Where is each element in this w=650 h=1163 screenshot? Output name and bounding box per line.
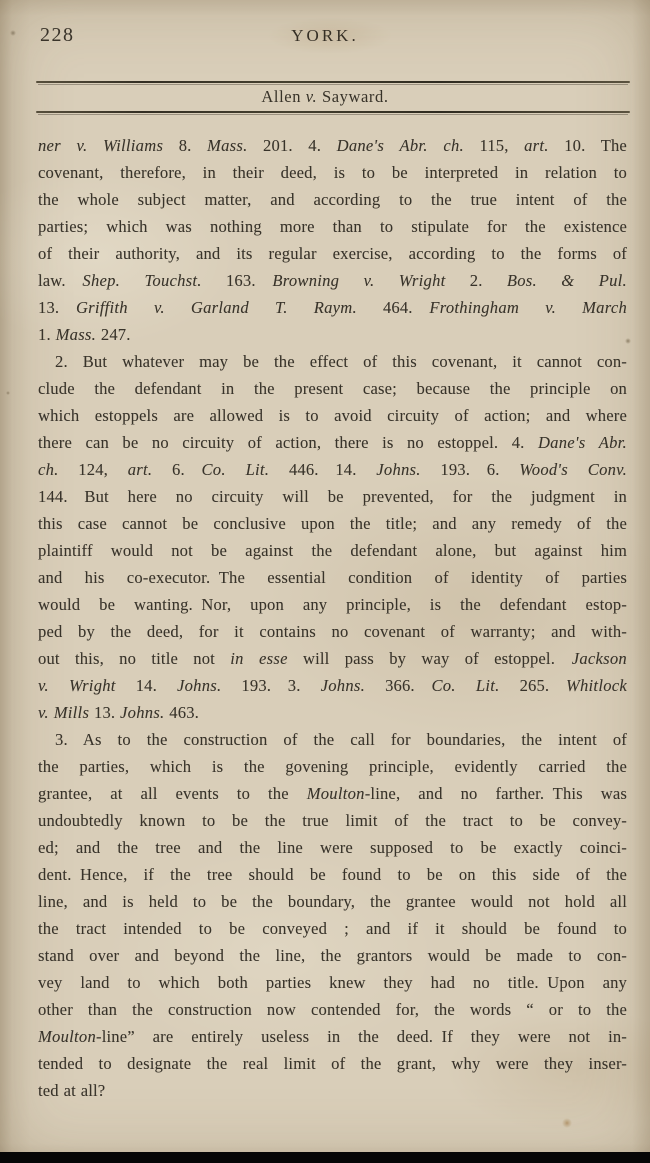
text-line: tended to designate the real limit of the grant, why were they inser-	[38, 1054, 627, 1073]
text-line: ner v. Williams 8. Mass. 201. 4. Dane's Abr. ch. 115, art. 10. The	[38, 136, 627, 155]
text-line: 13. Griffith v. Garland T. Raym. 464. Frothingham v. March	[38, 298, 627, 317]
text-line: the tract intended to be conveyed ; and if it should be found to	[38, 919, 627, 938]
paragraph	[38, 726, 627, 1104]
text-line: line, and is held to be the boundary, the grantee would not hold all	[38, 892, 627, 911]
text-line: other than the construction now contended for, the words “ or to the	[38, 1000, 627, 1019]
text-line: covenant, therefore, in their deed, is to be interpreted in relation to	[38, 163, 627, 182]
text-line: dent. Hence, if the tree should be found to be on this side of the	[38, 865, 627, 884]
text-line: v. Mills 13. Johns. 463.	[38, 703, 199, 722]
text-line: 1. Mass. 247.	[38, 325, 131, 344]
text-line: ped by the deed, for it contains no covenant of warranty; and with-	[38, 622, 627, 641]
page-header	[0, 24, 650, 50]
paragraph	[38, 132, 627, 348]
text-line: Moulton-line” are entirely useless in the deed. If they were not in-	[38, 1027, 627, 1046]
scan-edge-bar	[0, 1152, 650, 1163]
text-line: there can be no circuity of action, there is no estoppel. 4. Dane's Abr.	[38, 433, 627, 452]
text-line: the parties, which is the govening principle, evidently carried the	[38, 757, 627, 776]
text-line: 144. But here no circuity will be prevented, for the judgment in	[38, 487, 627, 506]
text-line: undoubtedly known to be the true limit of the tract to be convey-	[38, 811, 627, 830]
text-line: vey land to which both parties knew they had no title. Upon any	[38, 973, 627, 992]
text-line: plaintiff would not be against the defendant alone, but against him	[38, 541, 627, 560]
body-text	[38, 132, 627, 1104]
paragraph	[38, 348, 627, 726]
text-line: of their authority, and its regular exercise, according to the forms of	[38, 244, 627, 263]
text-line: and his co-executor. The essential condition of identity of parties	[38, 568, 627, 587]
text-line: law. Shep. Touchst. 163. Browning v. Wright 2. Bos. & Pul.	[38, 271, 627, 290]
text-line: stand over and beyond the line, the grantors would be made to con-	[38, 946, 627, 965]
text-line: ed; and the tree and the line were supposed to be exactly coinci-	[38, 838, 627, 857]
text-line: the whole subject matter, and according to the true intent of the	[38, 190, 627, 209]
text-line: grantee, at all events to the Moulton-line, and no farther. This was	[38, 784, 627, 803]
text-line: ted at all?	[38, 1081, 106, 1100]
text-line: v. Wright 14. Johns. 193. 3. Johns. 366. Co. Lit. 265. Whitlock	[38, 676, 627, 695]
running-head: YORK.	[291, 26, 359, 45]
text-line: ch. 124, art. 6. Co. Lit. 446. 14. Johns. 193. 6. Wood's Conv.	[38, 460, 627, 479]
page-number: 228	[40, 24, 75, 46]
text-line: parties; which was nothing more than to stipulate for the existence	[38, 217, 627, 236]
header-rule-top	[36, 81, 630, 83]
text-line: 3. As to the construction of the call for boundaries, the intent of	[55, 730, 627, 749]
text-line: which estoppels are allowed is to avoid circuity of action; and where	[38, 406, 627, 425]
text-line: would be wanting. Nor, upon any principle, is the defendant estop-	[38, 595, 627, 614]
text-line: this case cannot be conclusive upon the title; and any remedy of the	[38, 514, 627, 533]
header-rule-bottom	[36, 111, 630, 113]
case-name: Allen v. Sayward.	[261, 87, 389, 106]
text-line: 2. But whatever may be the effect of this covenant, it cannot con-	[55, 352, 627, 371]
text-line: clude the defendant in the present case; because the principle on	[38, 379, 627, 398]
text-line: out this, no title not in esse will pass by way of estoppel. Jackson	[38, 649, 627, 668]
